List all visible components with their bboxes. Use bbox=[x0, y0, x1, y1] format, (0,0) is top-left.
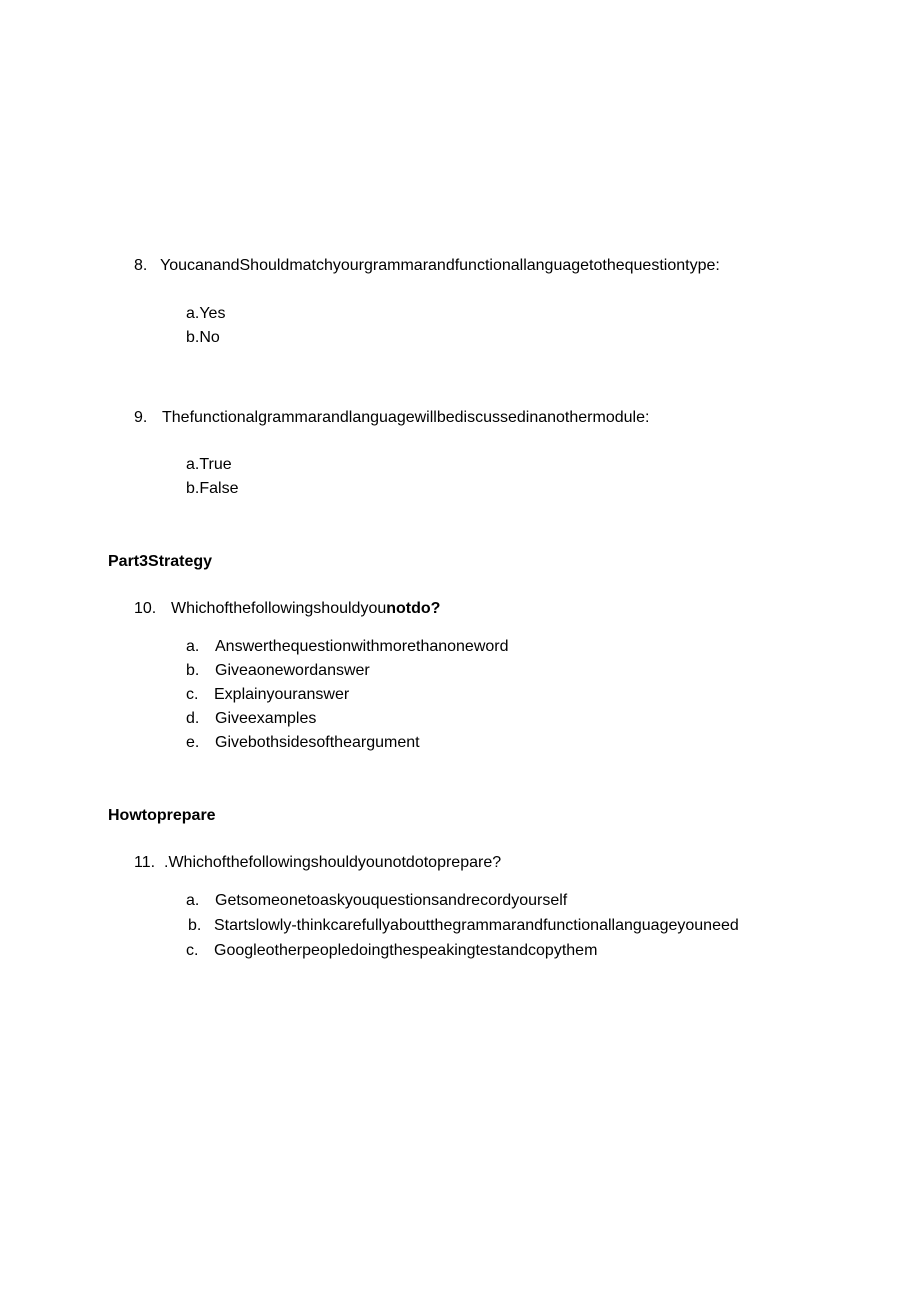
option-a: a.True bbox=[186, 456, 232, 473]
option-text: Startslowly-thinkcarefullyaboutthegrammarandfunctionallanguageyouneed bbox=[214, 917, 739, 934]
question-text-plain: Whichofthefollowingshouldyou bbox=[171, 600, 387, 617]
option-letter: a. bbox=[186, 892, 200, 909]
question-number: 8. bbox=[134, 257, 148, 274]
question-text: YoucanandShouldmatchyourgrammarandfunctionallanguagetothequestiontype: bbox=[160, 257, 720, 274]
option-text: Googleotherpeopledoingthespeakingtestandcopythem bbox=[214, 942, 598, 959]
option-text: Giveaonewordanswer bbox=[215, 662, 370, 679]
question-text: Thefunctionalgrammarandlanguagewillbediscussedinanothermodule: bbox=[162, 409, 650, 426]
question-text-emphasis: notdo? bbox=[386, 600, 441, 617]
option-text: Givebothsidesoftheargument bbox=[215, 734, 420, 751]
option-text: Getsomeonetoaskyouquestionsandrecordyourself bbox=[215, 892, 568, 909]
option-a: a.Yes bbox=[186, 305, 226, 322]
option-b: b.False bbox=[186, 480, 239, 497]
option-letter: c. bbox=[186, 686, 199, 703]
question-text: .Whichofthefollowingshouldyounotdotoprepare? bbox=[164, 854, 502, 871]
question-text bbox=[171, 599, 440, 619]
question-number: 9. bbox=[134, 409, 148, 426]
option-text: Answerthequestionwithmorethanoneword bbox=[215, 638, 509, 655]
option-letter: a. bbox=[186, 638, 200, 655]
option-letter: c. bbox=[186, 942, 199, 959]
option-letter: b. bbox=[188, 917, 202, 934]
section-heading-prepare: Howtoprepare bbox=[108, 807, 216, 824]
option-letter: d. bbox=[186, 710, 200, 727]
option-text: Giveexamples bbox=[215, 710, 317, 727]
section-heading-part3: Part3Strategy bbox=[108, 553, 213, 570]
option-b: b.No bbox=[186, 329, 220, 346]
question-number: 11. bbox=[134, 854, 156, 871]
option-letter: e. bbox=[186, 734, 200, 751]
question-number: 10. bbox=[134, 600, 157, 617]
option-letter: b. bbox=[186, 662, 200, 679]
option-text: Explainyouranswer bbox=[214, 686, 350, 703]
